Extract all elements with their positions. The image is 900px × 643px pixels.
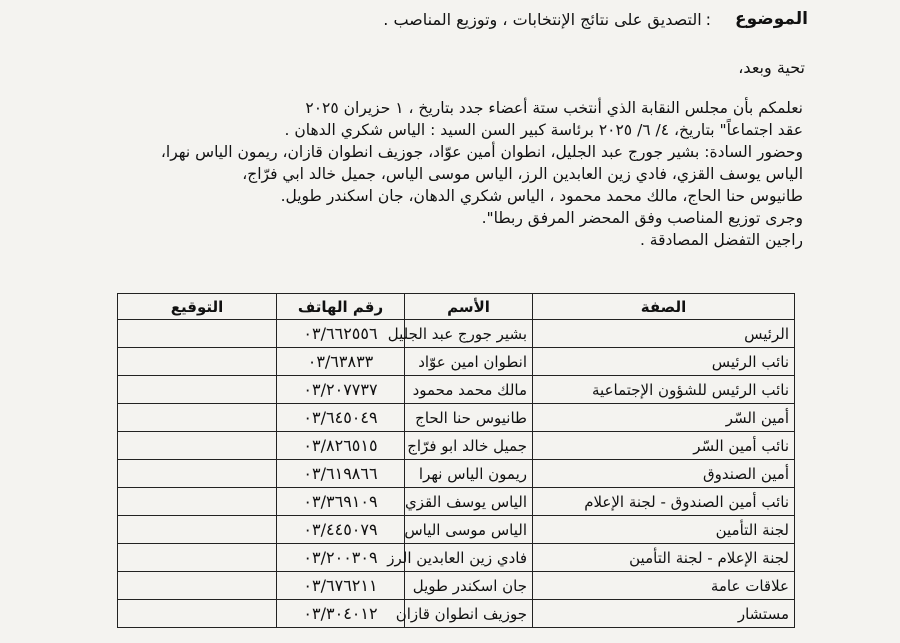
name-cell: فادي زين العابدين الرز (405, 544, 533, 572)
table-row (118, 320, 795, 348)
name-cell: انطوان امين عوّاد (405, 348, 533, 376)
signature-cell (118, 516, 277, 544)
subject-text: التصديق على نتائج الإنتخابات ، وتوزيع المناصب . (383, 9, 702, 29)
name-cell: طانيوس حنا الحاج (405, 404, 533, 432)
role-cell: لجنة التأمين (533, 516, 795, 544)
table-row (118, 488, 795, 516)
table-row (118, 572, 795, 600)
role-cell: نائب أمين السّر (533, 432, 795, 460)
name-cell: جوزيف انطوان قازان (405, 600, 533, 628)
role-cell: نائب أمين الصندوق - لجنة الإعلام (533, 488, 795, 516)
name-cell: جان اسكندر طويل (405, 572, 533, 600)
table-row (118, 516, 795, 544)
subject-line (280, 6, 808, 32)
role-cell: أمين السّر (533, 404, 795, 432)
body-line: طانيوس حنا الحاج، مالك محمد محمود ، الياس شكري الدهان، جان اسكندر طويل. (280, 187, 803, 205)
role-cell: أمين الصندوق (533, 460, 795, 488)
phone-cell: ٠٣/٢٠٠٣٠٩ (277, 544, 405, 572)
phone-cell: ٠٣/٨٢٦٥١٥ (277, 432, 405, 460)
table-row (118, 432, 795, 460)
signature-cell (118, 376, 277, 404)
header-signature: التوقيع (118, 294, 277, 320)
name-cell: بشير جورج عبد الجليل (405, 320, 533, 348)
phone-cell: ٠٣/٦٤٥٠٤٩ (277, 404, 405, 432)
name-cell: ريمون الياس نهرا (405, 460, 533, 488)
table-row (118, 376, 795, 404)
phone-cell: ٠٣/٦٣٨٣٣ (277, 348, 405, 376)
role-cell: نائب الرئيس (533, 348, 795, 376)
signature-cell (118, 348, 277, 376)
signature-cell (118, 544, 277, 572)
phone-cell: ٠٣/٦٦٢٥٥٦ (277, 320, 405, 348)
signature-cell (118, 432, 277, 460)
header-name: الأسم (405, 294, 533, 320)
name-cell: الياس موسى الياس (405, 516, 533, 544)
role-cell: لجنة الإعلام - لجنة التأمين (533, 544, 795, 572)
role-cell: مستشار (533, 600, 795, 628)
role-cell: علاقات عامة (533, 572, 795, 600)
subject-colon: : (705, 9, 712, 29)
signature-cell (118, 404, 277, 432)
signature-cell (118, 460, 277, 488)
name-cell: مالك محمد محمود (405, 376, 533, 404)
positions-table (117, 293, 795, 628)
body-line: وجرى توزيع المناصب وفق المحضر المرفق ربطا". (481, 209, 803, 227)
header-phone: رقم الهاتف (277, 294, 405, 320)
subject-label: الموضوع (735, 9, 808, 29)
body-line: الياس يوسف القزي، فادي زين العابدين الرز، الياس موسى الياس، جميل خالد ابي فرّاج، (242, 165, 803, 183)
phone-cell: ٠٣/٤٤٥٠٧٩ (277, 516, 405, 544)
body-line: عقد اجتماعاً" بتاريخ، ٤/ ٦/ ٢٠٢٥ برئاسة كبير السن السيد : الياس شكري الدهان . (284, 121, 803, 139)
letter-body (103, 97, 803, 251)
role-cell: الرئيس (533, 320, 795, 348)
table-row (118, 404, 795, 432)
phone-cell: ٠٣/٣٦٩١٠٩ (277, 488, 405, 516)
body-line: راجين التفضل المصادقة . (639, 231, 803, 249)
signature-cell (118, 488, 277, 516)
body-line: نعلمكم بأن مجلس النقابة الذي أنتخب ستة أعضاء جدد بتاريخ ، ١ حزيران ٢٠٢٥ (305, 99, 803, 117)
phone-cell: ٠٣/٢٠٧٧٣٧ (277, 376, 405, 404)
phone-cell: ٠٣/٦٧٦٢١١ (277, 572, 405, 600)
table-row (118, 544, 795, 572)
header-role: الصفة (533, 294, 795, 320)
name-cell: جميل خالد ابو فرّاج (405, 432, 533, 460)
table-row (118, 348, 795, 376)
table-header-row (118, 294, 795, 320)
table-row (118, 600, 795, 628)
signature-cell (118, 320, 277, 348)
signature-cell (118, 600, 277, 628)
body-line: وحضور السادة: بشير جورج عبد الجليل، انطوان أمين عوّاد، جوزيف انطوان قازان، ريمون الياس نهرا، (160, 143, 803, 161)
phone-cell: ٠٣/٦١٩٨٦٦ (277, 460, 405, 488)
greeting: تحية وبعد، (738, 58, 805, 77)
table-row (118, 460, 795, 488)
phone-cell: ٠٣/٣٠٤٠١٢ (277, 600, 405, 628)
name-cell: الياس يوسف القزي (405, 488, 533, 516)
role-cell: نائب الرئيس للشؤون الإجتماعية (533, 376, 795, 404)
signature-cell (118, 572, 277, 600)
